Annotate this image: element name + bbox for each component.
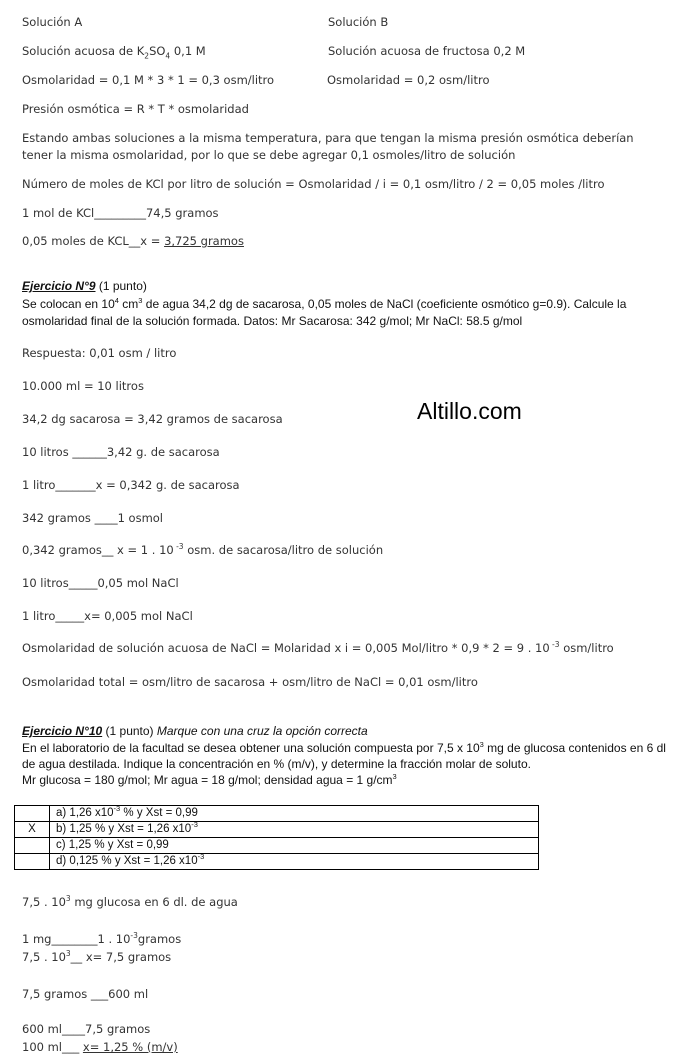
- text-part: 0,1 M: [170, 44, 206, 58]
- ej9-step-3: 10 litros ______3,42 g. de sacarosa: [22, 445, 220, 459]
- text-part: 7,5 . 10: [22, 895, 66, 909]
- option-text: [50, 822, 539, 838]
- option-text: [50, 806, 539, 822]
- solucion-b-desc: Solución acuosa de fructosa 0,2 M: [328, 44, 526, 58]
- text-part: mg glucosa en 6 dl. de agua: [70, 895, 238, 909]
- kcl-answer: [22, 234, 244, 248]
- kcl-mol: 1 mol de KCl_________74,5 gramos: [22, 206, 219, 220]
- text-part: c) 1,25 % y Xst = 0,99: [56, 839, 169, 851]
- paragraph-line-2: tener la misma osmolaridad, por lo que se debe agregar 0,1 osmoles/litro de solución: [22, 148, 516, 162]
- text-part: % y Xst = 0,99: [120, 807, 198, 819]
- text-part: 0,05 moles de KCL__x =: [22, 234, 165, 248]
- ej9-step-9: [22, 641, 614, 655]
- options-table: [14, 805, 539, 870]
- text-part: __ x= 7,5 gramos: [70, 950, 172, 964]
- ej9-step-6: [22, 543, 383, 557]
- ej10-step-1: [22, 895, 238, 909]
- option-mark[interactable]: X: [15, 822, 50, 838]
- ej10-step-3: [22, 950, 171, 964]
- subscript: 2: [144, 51, 150, 61]
- ej9-step-8: 1 litro_____x= 0,005 mol NaCl: [22, 609, 193, 623]
- text-part: 7,5 . 10: [22, 950, 66, 964]
- text-part: osm/litro: [559, 641, 614, 655]
- ej9-step-1: 10.000 ml = 10 litros: [22, 379, 144, 393]
- text-part: 100 ml___: [22, 1040, 83, 1054]
- solucion-a-desc: [22, 44, 206, 61]
- watermark-text: Altillo.com: [417, 398, 522, 424]
- text-part: osm. de sacarosa/litro de solución: [183, 543, 384, 557]
- text-part: Osmolaridad de solución acuosa de NaCl = Molaridad x i = 0,005 Mol/litro * 0,9 * 2 = 9 . 10: [22, 641, 550, 655]
- ej9-statement-1: [22, 297, 626, 311]
- option-row[interactable]: [15, 838, 539, 854]
- text-part: 0,342 gramos__ x = 1 . 10: [22, 543, 174, 557]
- superscript: -3: [549, 640, 560, 650]
- solucion-b-osmolaridad: Osmolaridad = 0,2 osm/litro: [327, 73, 490, 87]
- points: (1 punto): [102, 724, 157, 738]
- superscript: -3: [173, 542, 184, 552]
- paragraph-line-1: Estando ambas soluciones a la misma temperatura, para que tengan la misma presión osmótica deberían: [22, 131, 634, 145]
- ej10-step-5: 600 ml____7,5 gramos: [22, 1022, 151, 1036]
- presion-osmotica: Presión osmótica = R * T * osmolaridad: [22, 102, 249, 116]
- option-text: [50, 854, 539, 870]
- instruction: Marque con una cruz la opción correcta: [156, 724, 368, 738]
- text-part: SO: [149, 44, 166, 58]
- superscript: 3: [392, 772, 397, 781]
- text-part: cm: [118, 297, 139, 311]
- ej10-step-4: 7,5 gramos ___600 ml: [22, 987, 149, 1001]
- text-part: Solución acuosa de K: [22, 44, 145, 58]
- superscript: 3: [479, 740, 484, 749]
- superscript: -3: [113, 804, 121, 814]
- ej10-statement-3: [22, 773, 397, 787]
- ej10-step-2: [22, 932, 181, 946]
- ej10-step-6: [22, 1040, 178, 1054]
- option-mark[interactable]: [15, 838, 50, 854]
- answer-underlined: x= 1,25 % (m/v): [82, 1040, 178, 1054]
- exercise-title: Ejercicio N°9: [22, 279, 96, 293]
- ej10-statement-2: de agua destilada. Indique la concentración en % (m/v), y determine la fracción molar de soluto.: [22, 757, 531, 771]
- ej10-statement-1: [22, 741, 666, 755]
- ej9-step-4: 1 litro_______x = 0,342 g. de sacarosa: [22, 478, 240, 492]
- text-part: a) 1,26 x10: [56, 807, 114, 819]
- superscript: -3: [191, 820, 198, 830]
- solucion-a-title: Solución A: [22, 15, 83, 29]
- superscript: 3: [138, 296, 143, 305]
- ej9-step-2: 34,2 dg sacarosa = 3,42 gramos de sacarosa: [22, 412, 283, 426]
- text-part: gramos: [137, 932, 182, 946]
- solucion-b-title: Solución B: [328, 15, 389, 29]
- answer-underlined: 3,725 gramos: [164, 234, 244, 248]
- ej9-step-10: Osmolaridad total = osm/litro de sacarosa + osm/litro de NaCl = 0,01 osm/litro: [22, 675, 478, 689]
- superscript: 3: [65, 894, 71, 904]
- text-part: b) 1,25 % y Xst = 1,26 x10: [56, 823, 192, 835]
- ej9-heading: [22, 279, 147, 293]
- subscript: 4: [165, 51, 171, 61]
- ej9-step-7: 10 litros_____0,05 mol NaCl: [22, 576, 179, 590]
- superscript: -3: [197, 852, 205, 862]
- text-part: mg de glucosa contenidos en 6 dl: [483, 741, 666, 755]
- points: (1 punto): [95, 279, 147, 293]
- ej9-statement-2: osmolaridad final de la solución formada. Datos: Mr Sacarosa: 342 g/mol; Mr NaCl: 58.5 g/mol: [22, 314, 523, 328]
- exercise-title: Ejercicio N°10: [22, 724, 103, 738]
- ej9-respuesta: Respuesta: 0,01 osm / litro: [22, 346, 177, 360]
- superscript: 3: [65, 949, 71, 959]
- option-row[interactable]: [15, 822, 539, 838]
- text-part: 1 mg________1 . 10: [22, 932, 131, 946]
- option-row[interactable]: [15, 806, 539, 822]
- option-row[interactable]: [15, 854, 539, 870]
- text-part: Mr glucosa = 180 g/mol; Mr agua = 18 g/mol; densidad agua = 1 g/cm: [22, 773, 393, 787]
- superscript: 4: [114, 296, 119, 305]
- kcl-moles: Número de moles de KCl por litro de solución = Osmolaridad / i = 0,1 osm/litro / 2 = 0,05 moles /litro: [22, 177, 605, 191]
- option-mark[interactable]: [15, 806, 50, 822]
- text-part: de agua 34,2 dg de sacarosa, 0,05 moles de NaCl (coeficiente osmótico g=0.9). Calcule la: [142, 297, 627, 311]
- option-text: [50, 838, 539, 854]
- text-part: Se colocan en 10: [22, 297, 115, 311]
- superscript: -3: [130, 931, 138, 941]
- solucion-a-osmolaridad: Osmolaridad = 0,1 M * 3 * 1 = 0,3 osm/litro: [22, 73, 275, 87]
- text-part: En el laboratorio de la facultad se desea obtener una solución compuesta por 7,5 x 10: [22, 741, 480, 755]
- option-mark[interactable]: [15, 854, 50, 870]
- ej10-heading: [22, 724, 368, 738]
- ej9-step-5: 342 gramos ____1 osmol: [22, 511, 163, 525]
- text-part: d) 0,125 % y Xst = 1,26 x10: [56, 855, 198, 867]
